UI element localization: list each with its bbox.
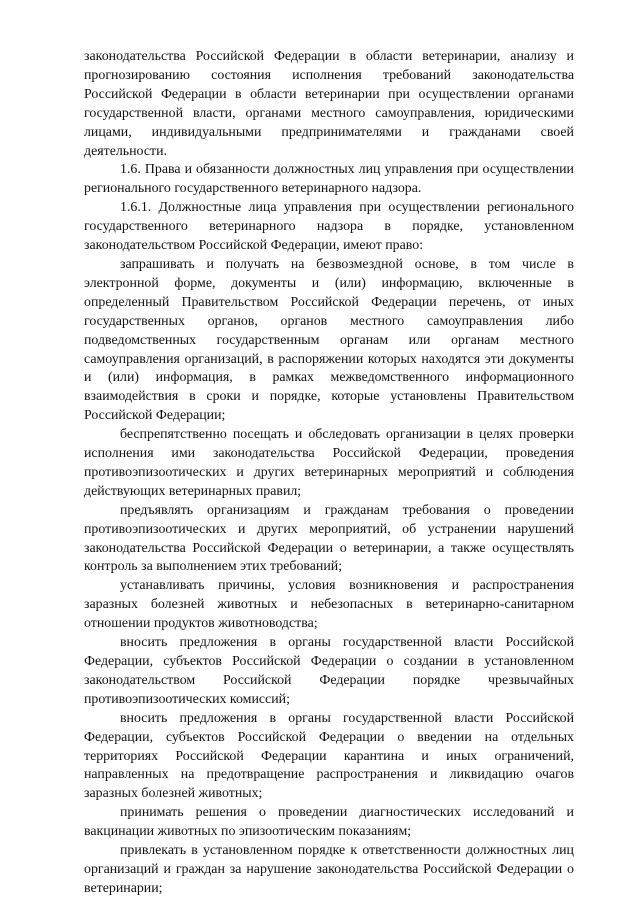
paragraph-continuation: законодательства Российской Федерации в области ветеринарии, анализу и прогнозированию состояния исполнения требований законодательства Российской Федерации в области ветеринарии при осуществлении органами государственной власти, органами местного самоуправления, юридическими лицами, индивидуальными предпринимателями и гражданами своей деятельности. <box>84 49 574 159</box>
right-hold-liable: привлекать в установленном порядке к ответственности должностных лиц организаций и граждан за нарушение законодательства Российской Федерации о ветеринарии; <box>84 843 574 896</box>
right-visit-organizations: беспрепятственно посещать и обследовать организации в целях проверки исполнения ими законодательства Российской Федерации, проведения противоэпизоотических и других ветеринарных мероприятий и соблюдения действующих ветеринарных правил; <box>84 427 574 499</box>
right-request-information: запрашивать и получать на безвозмездной основе, в том числе в электронной форме, документы и (или) информацию, включенные в определенный Правительством Российской Федерации перечень, от иных государственных органов, органов местного самоуправления либо подведомственных государственным органам или органам местного самоуправления организаций, в распоряжении которых находятся эти документы и (или) информация, в рамках межведомственного информационного взаимодействия в сроки и порядке, которые установлены Правительством Российской Федерации; <box>84 256 574 424</box>
clause-1-6-1: 1.6.1. Должностные лица управления при осуществлении регионального государственного ветеринарного надзора в порядке, установленном законодательством Российской Федерации, имеют право: <box>84 200 574 254</box>
section-heading-1-6: 1.6. Права и обязанности должностных лиц управления при осуществлении регионального государственного ветеринарного надзора. <box>84 162 574 197</box>
right-propose-quarantine: вносить предложения в органы государственной власти Российской Федерации, субъектов Российской Федерации о введении на отдельных территориях Российской Федерации карантина и иных ограничений, направленных на предотвращение распространения и ликвидацию очагов заразных болезней животных; <box>84 710 574 802</box>
document-page <box>84 48 574 899</box>
right-establish-causes: устанавливать причины, условия возникновения и распространения заразных болезней животных и небезопасных в ветеринарно-санитарном отношении продуктов животноводства; <box>84 578 574 632</box>
right-propose-commissions: вносить предложения в органы государственной власти Российской Федерации, субъектов Российской Федерации о создании в установленном законодательством Российской Федерации порядке чрезвычайных противоэпизоотических комиссий; <box>84 635 574 707</box>
right-present-requirements: предъявлять организациям и гражданам требования о проведении противоэпизоотических и других мероприятий, об устранении нарушений законодательства Российской Федерации о ветеринарии, а также осуществлять контроль за выполнением этих требований; <box>84 502 574 575</box>
right-diagnostic-decisions: принимать решения о проведении диагностических исследований и вакцинации животных по эпизоотическим показаниям; <box>84 805 574 840</box>
